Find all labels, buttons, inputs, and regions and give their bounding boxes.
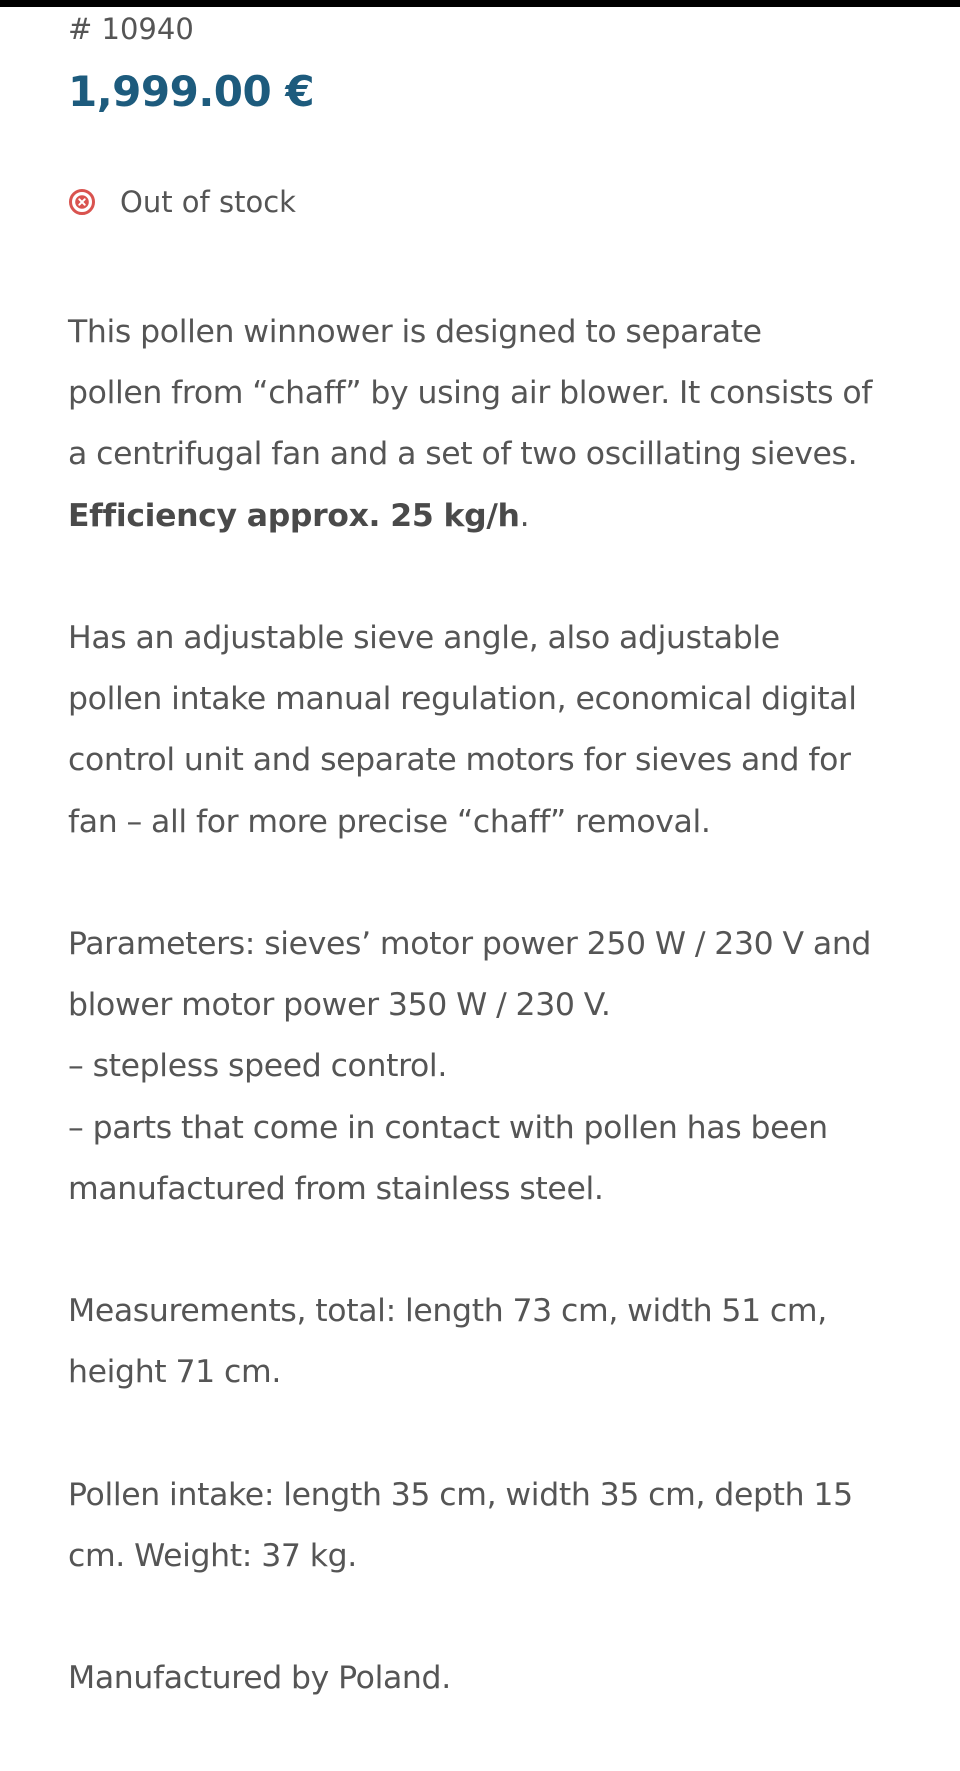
description-line: manufactured from stainless steel. [68,1170,604,1207]
description-line: – stepless speed control. [68,1048,447,1085]
description-line: control unit and separate motors for sieves and for [68,742,851,779]
product-description [68,302,918,1771]
description-line: This pollen winnower is designed to separate [68,314,762,350]
description-line: Measurements, total: length 73 cm, width 51 cm, [68,1293,827,1330]
status-bar-edge [0,0,960,7]
description-paragraph [68,608,918,853]
description-line: Has an adjustable sieve angle, also adjustable [68,620,780,656]
description-paragraph [68,1281,918,1403]
product-sku: # 10940 [68,12,194,46]
description-line: cm. Weight: 37 kg. [68,1538,357,1574]
description-line: Parameters: sieves’ motor power 250 W / 230 V and [68,926,872,962]
description-line: Pollen intake: length 35 cm, width 35 cm, depth 15 [68,1476,853,1513]
description-paragraph [68,1648,918,1709]
description-line: a centrifugal fan and a set of two oscillating sieves. [68,436,858,473]
description-line: pollen from “chaff” by using air blower. It consists of [68,375,873,412]
product-price: 1,999.00 € [68,67,315,116]
description-line [68,486,918,547]
circle-x-icon [68,188,96,216]
description-paragraph [68,914,918,1220]
description-line: fan – all for more precise “chaff” removal. [68,803,711,840]
stock-status-text: Out of stock [120,185,296,219]
description-line: height 71 cm. [68,1354,281,1391]
description-line: – parts that come in contact with pollen has been [68,1109,828,1146]
description-paragraph [68,1465,918,1587]
description-line-tail: . [519,497,530,534]
description-line: pollen intake manual regulation, economical digital [68,681,857,718]
stock-status [68,182,296,222]
efficiency-highlight: Efficiency approx. 25 kg/h [68,497,520,534]
description-paragraph [68,302,918,547]
description-line: Manufactured by Poland. [68,1660,451,1697]
description-line: blower motor power 350 W / 230 V. [68,987,611,1024]
